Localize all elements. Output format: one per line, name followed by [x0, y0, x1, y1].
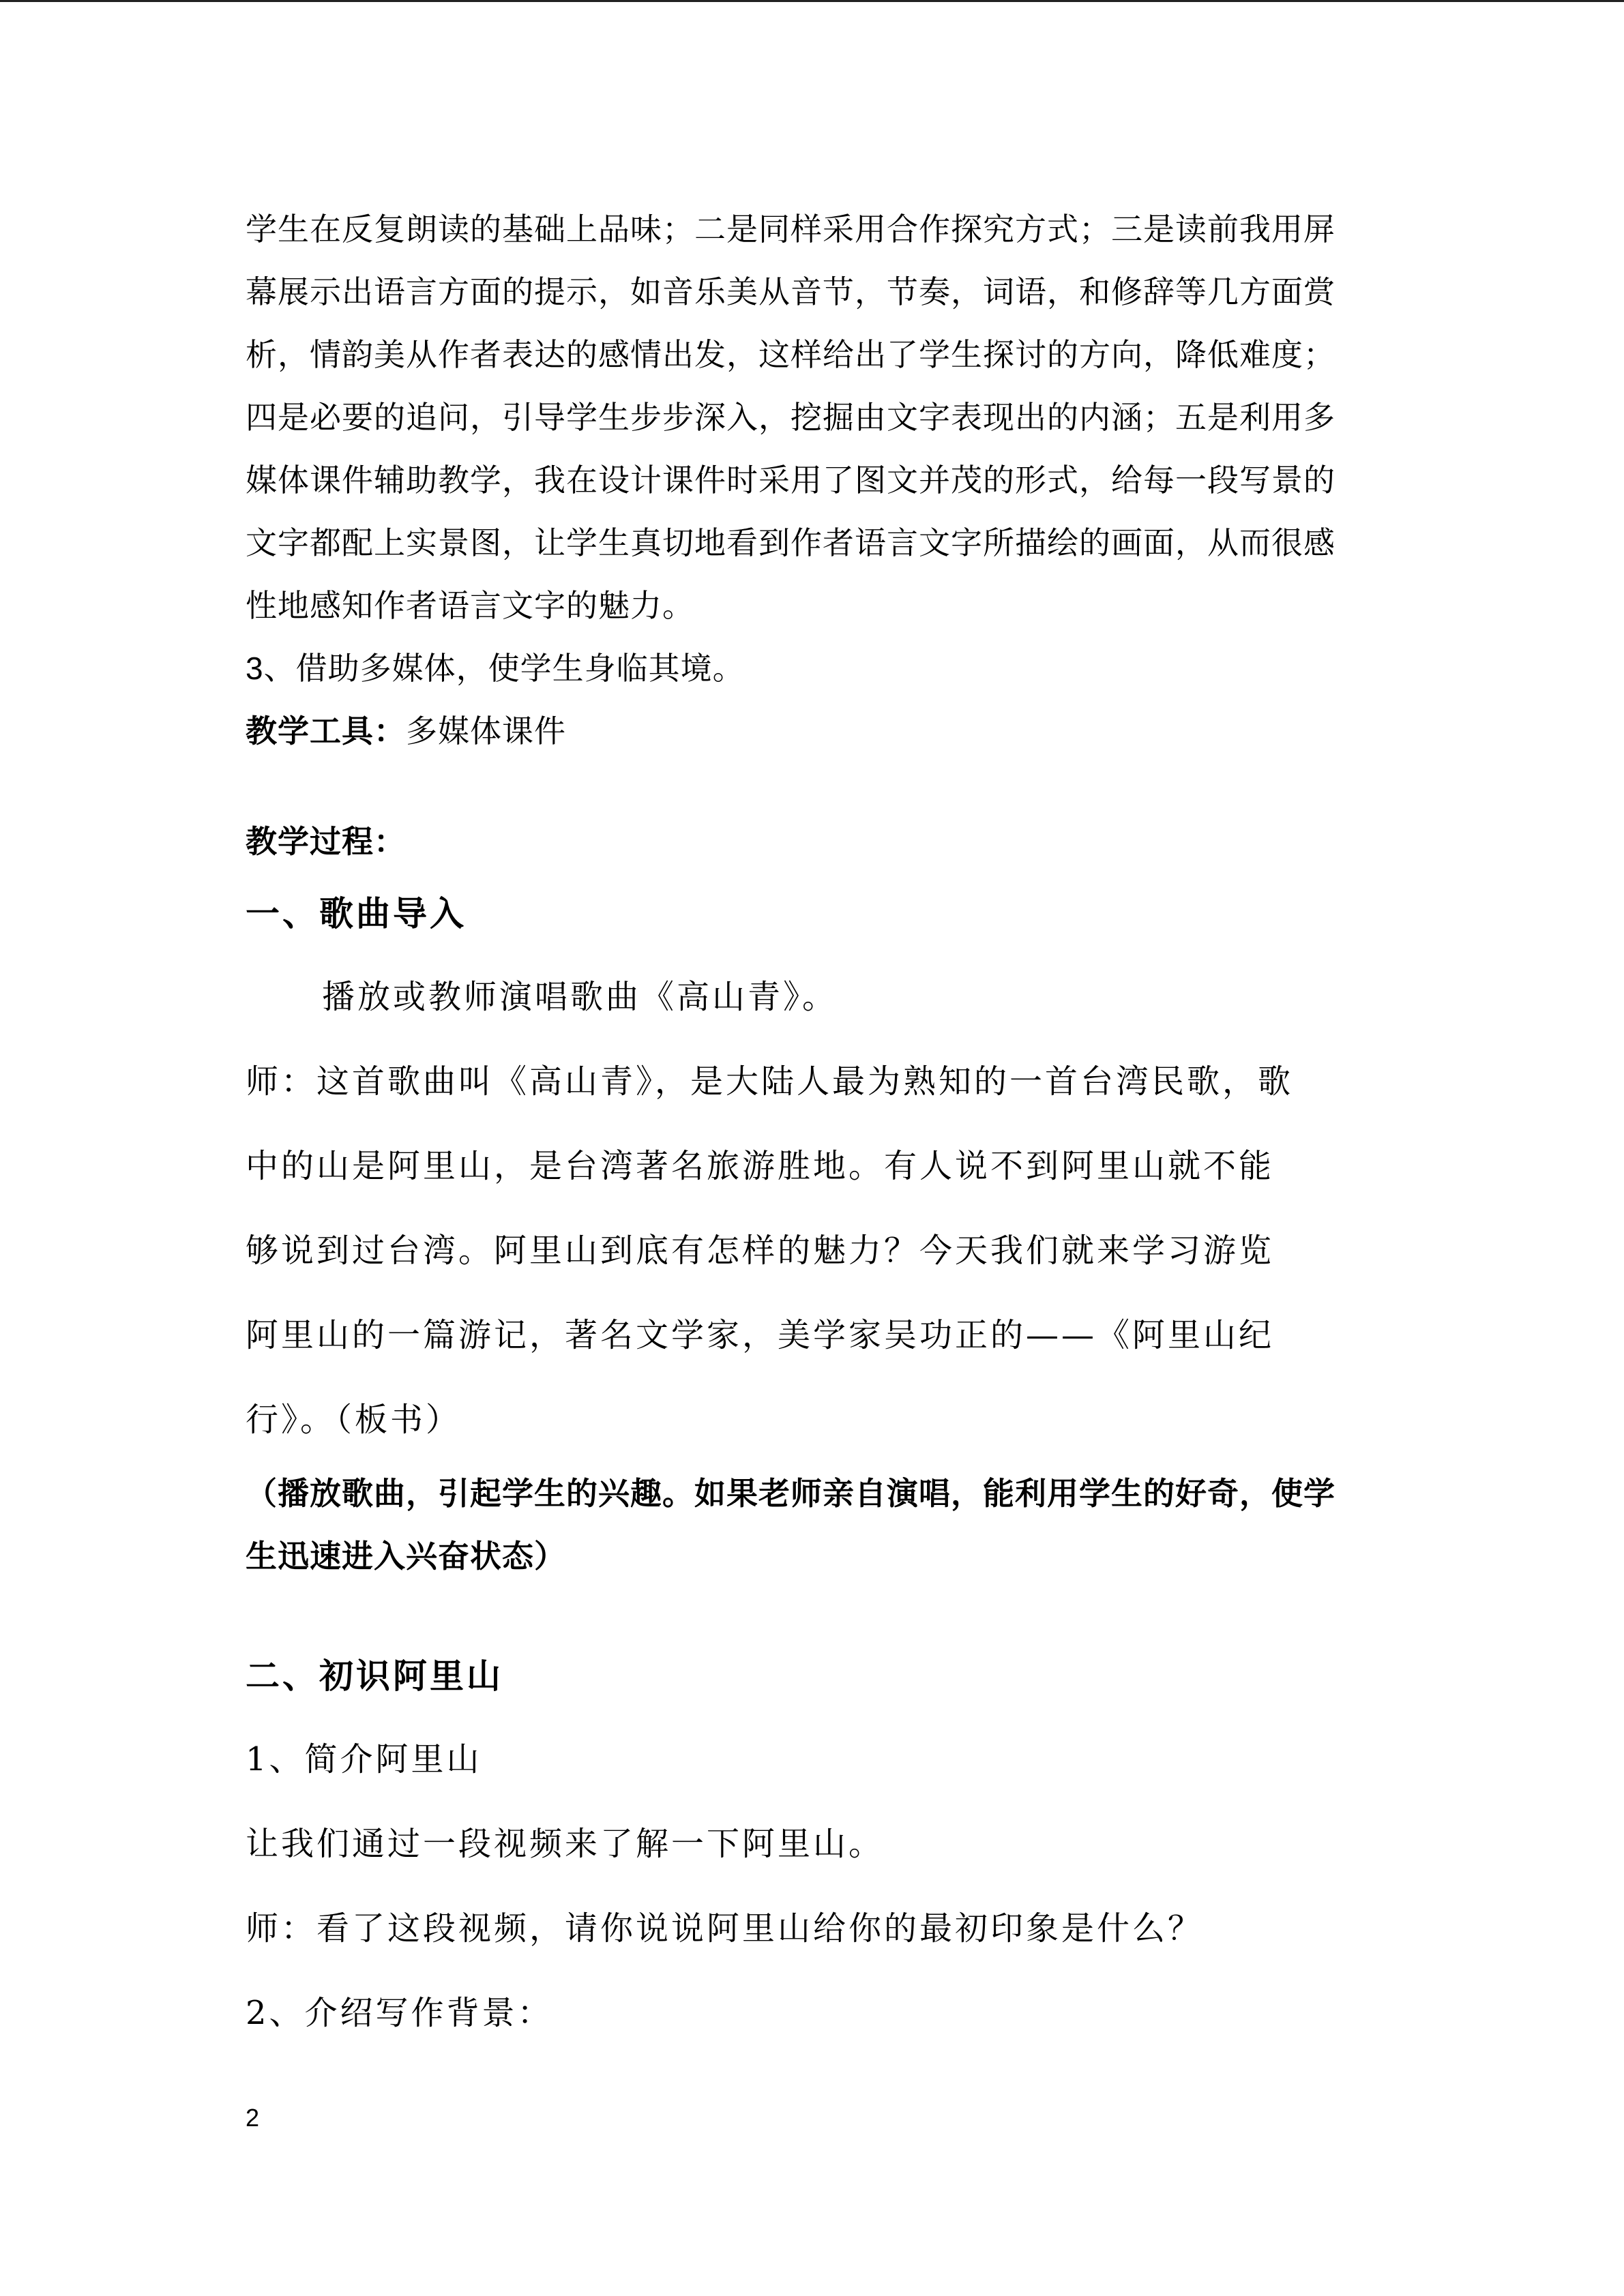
intro-line: 文字都配上实景图，让学生真切地看到作者语言文字所描绘的画面，从而很感 [246, 525, 1335, 561]
section-1-dialogue [246, 1039, 1378, 1462]
dialogue-line: 够说到过台湾。阿里山到底有怎样的魅力？今天我们就来学习游览 [246, 1232, 1275, 1270]
section-2-item-1: 1、简介阿里山 [246, 1740, 482, 1778]
teaching-process-label: 教学过程： [246, 824, 406, 859]
document-page [246, 198, 1378, 2055]
section-1-note [246, 1462, 1378, 1587]
page-top-border [0, 0, 1624, 2]
intro-line: 幕展示出语言方面的提示，如音乐美从音节，节奏，词语，和修辞等几方面赏 [246, 274, 1335, 310]
section-2-title: 二、初识阿里山 [246, 1656, 503, 1696]
section-2-item-2: 2、介绍写作背景： [246, 1994, 553, 2032]
intro-line: 四是必要的追问，引导学生步步深入，挖掘由文字表现出的内涵；五是利用多 [246, 400, 1335, 435]
dialogue-line: 师：这首歌曲叫《高山青》，是大陆人最为熟知的一首台湾民歌，歌 [246, 1062, 1294, 1101]
section-1-title: 一、歌曲导入 [246, 893, 467, 934]
dialogue-line: 阿里山的一篇游记，著名文学家，美学家吴功正的——《阿里山纪 [246, 1316, 1275, 1354]
teaching-tools-value: 多媒体课件 [406, 713, 566, 749]
method-3-line: 3、借助多媒体，使学生身临其境。 [246, 651, 745, 686]
note-line: 生迅速进入兴奋状态） [246, 1538, 566, 1574]
intro-line: 学生在反复朗读的基础上品味；二是同样采用合作探究方式；三是读前我用屏 [246, 211, 1335, 247]
intro-paragraph [246, 198, 1378, 637]
note-line: （播放歌曲，引起学生的兴趣。如果老师亲自演唱，能利用学生的好奇，使学 [246, 1476, 1335, 1511]
teaching-tools-label: 教学工具： [246, 713, 406, 749]
page-number: 2 [246, 2104, 260, 2132]
section-2-line-1: 让我们通过一段视频来了解一下阿里山。 [246, 1825, 885, 1863]
teaching-tools-line [246, 700, 1378, 762]
intro-line: 析，情韵美从作者表达的感情出发，这样给出了学生探讨的方向，降低难度； [246, 337, 1335, 372]
intro-line: 媒体课件辅助教学，我在设计课件时采用了图文并茂的形式，给每一段写景的 [246, 462, 1335, 498]
intro-line: 性地感知作者语言文字的魅力。 [246, 588, 694, 623]
dialogue-line: 中的山是阿里山，是台湾著名旅游胜地。有人说不到阿里山就不能 [246, 1147, 1275, 1185]
section-2-line-2: 师：看了这段视频，请你说说阿里山给你的最初印象是什么？ [246, 1909, 1204, 1948]
dialogue-line: 行》。（板书） [246, 1401, 462, 1439]
section-1-lead: 播放或教师演唱歌曲《高山青》。 [322, 978, 838, 1016]
